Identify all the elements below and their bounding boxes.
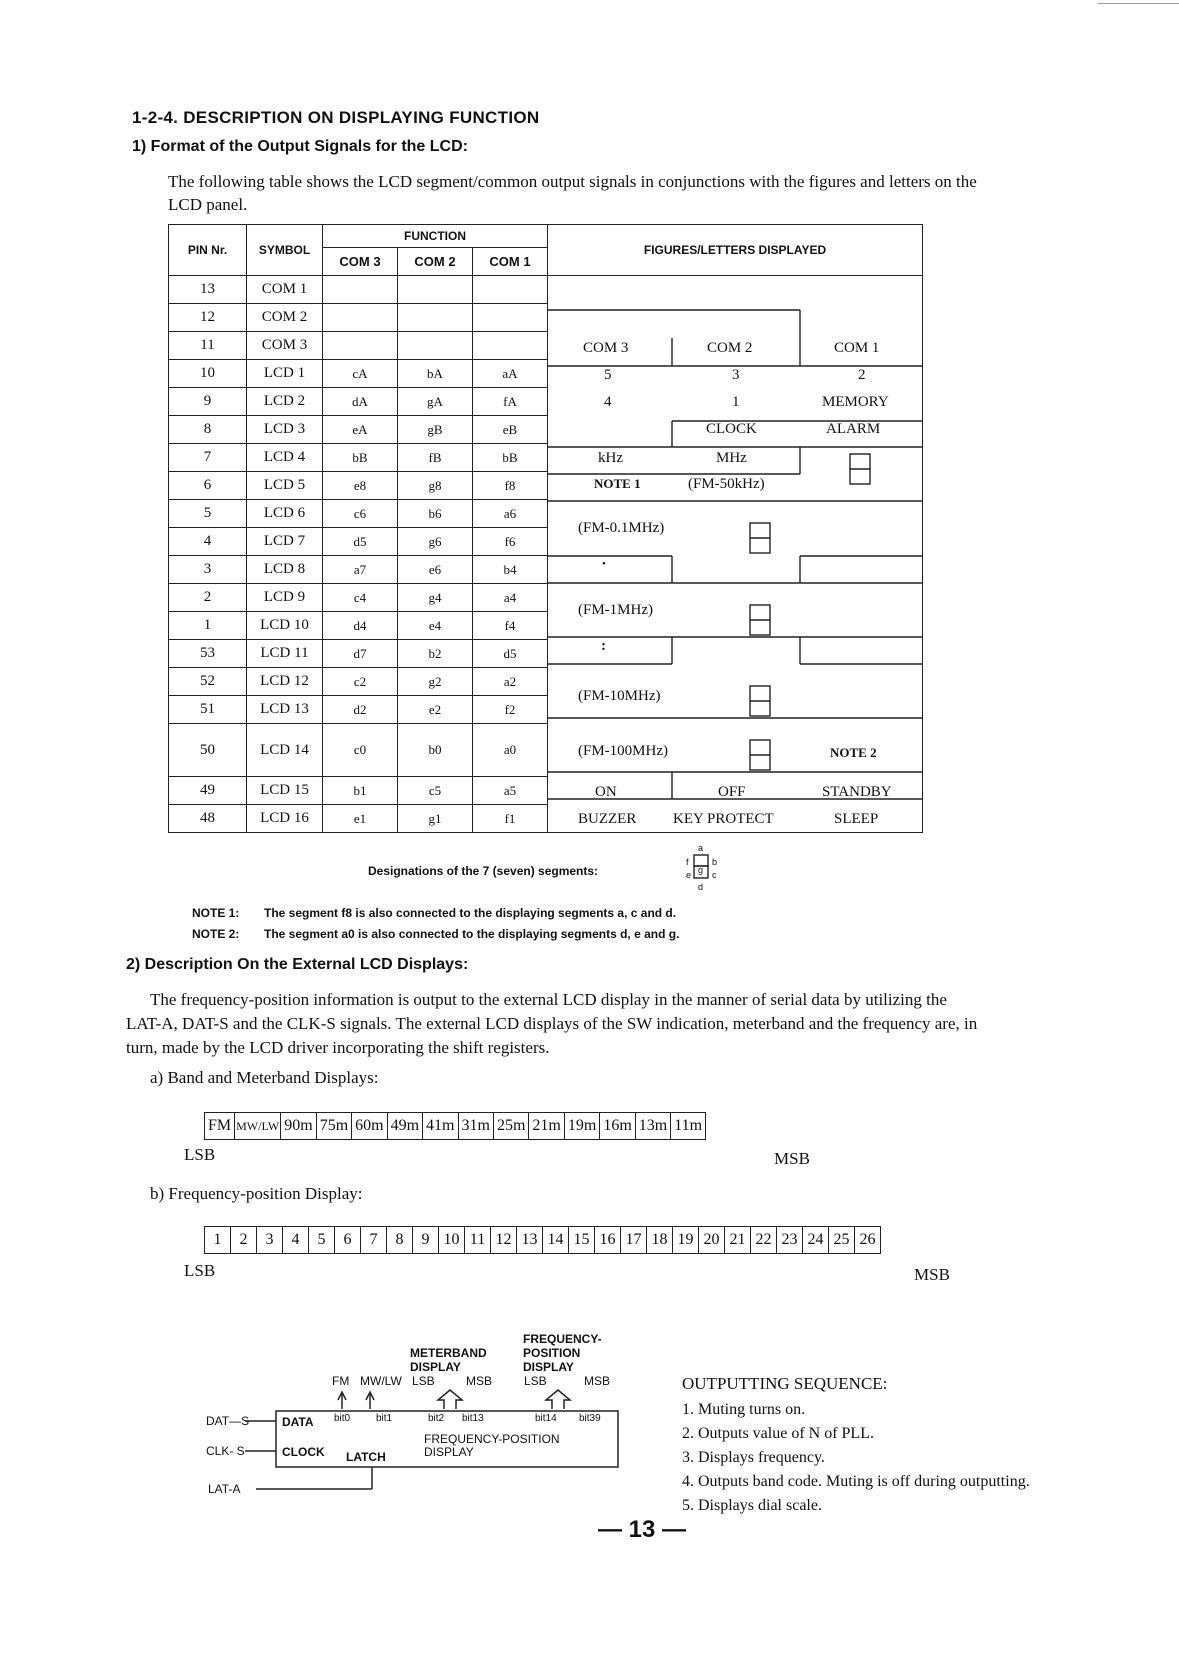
fig-clock: CLOCK [706, 421, 757, 437]
top-rule [1098, 3, 1179, 4]
band-cell: 31m [458, 1113, 493, 1140]
band-title: a) Band and Meterband Displays: [150, 1068, 379, 1087]
com3-cell: dA [323, 388, 398, 416]
fig-4: 4 [604, 394, 612, 410]
band-cell: 16m [600, 1113, 635, 1140]
seg-e: e [686, 870, 692, 880]
fig-fm01: (FM-0.1MHz) [578, 520, 665, 536]
position-cell: 26 [855, 1227, 881, 1254]
pin-cell: 51 [169, 696, 247, 724]
symbol-cell: LCD 5 [247, 472, 323, 500]
pin-cell: 4 [169, 528, 247, 556]
symbol-cell: LCD 7 [247, 528, 323, 556]
symbol-cell: LCD 13 [247, 696, 323, 724]
symbol-cell: LCD 8 [247, 556, 323, 584]
section-title: 1-2-4. DESCRIPTION ON DISPLAYING FUNCTION [132, 108, 540, 127]
fig-com2: COM 2 [707, 340, 753, 356]
pin-cell: 7 [169, 444, 247, 472]
com2-cell: c5 [398, 777, 473, 805]
meter-label-2: DISPLAY [410, 1360, 461, 1374]
sequence-item: 4. Outputs band code. Muting is off during outputting. [682, 1473, 1030, 1490]
fig-memory: MEMORY [822, 394, 889, 410]
com2-cell: bA [398, 360, 473, 388]
symbol-cell: LCD 12 [247, 668, 323, 696]
sequence-item: 3. Displays frequency. [682, 1449, 825, 1466]
pin-cell: 5 [169, 500, 247, 528]
symbol-cell: COM 3 [247, 332, 323, 360]
sequence-list [682, 1398, 1030, 1518]
band-cell: 41m [423, 1113, 458, 1140]
com3-cell: bB [323, 444, 398, 472]
com2-cell: fB [398, 444, 473, 472]
fig-buzzer: BUZZER [578, 811, 637, 827]
diag-bit2: bit2 [428, 1413, 445, 1424]
header-com2: COM 2 [398, 248, 473, 276]
seg-g: g [698, 865, 704, 875]
note2-label: NOTE 2: [192, 927, 240, 941]
symbol-cell: LCD 4 [247, 444, 323, 472]
band-cell: FM [205, 1113, 235, 1140]
seg-a: a [698, 843, 704, 853]
com1-cell: b4 [473, 556, 548, 584]
position-cell: 20 [699, 1227, 725, 1254]
com1-cell: a5 [473, 777, 548, 805]
com3-cell: d2 [323, 696, 398, 724]
com3-cell: eA [323, 416, 398, 444]
subsection-title: 1) Format of the Output Signals for the LCD: [132, 138, 468, 155]
header-function: FUNCTION [323, 225, 548, 248]
symbol-cell: LCD 16 [247, 805, 323, 833]
position-cell: 21 [725, 1227, 751, 1254]
seg-d: d [698, 882, 704, 892]
band-lsb: LSB [184, 1145, 216, 1164]
com1-cell: aA [473, 360, 548, 388]
com3-cell: a7 [323, 556, 398, 584]
sequence-item: 1. Muting turns on. [682, 1401, 806, 1418]
band-cell: 11m [671, 1113, 706, 1140]
fig-3: 3 [732, 367, 740, 383]
symbol-cell: COM 2 [247, 304, 323, 332]
note2-text: The segment a0 is also connected to the displaying segments d, e and g. [264, 927, 680, 941]
band-cell: 19m [564, 1113, 599, 1140]
sequence-item: 2. Outputs value of N of PLL. [682, 1425, 874, 1442]
diag-latch: LATCH [346, 1450, 386, 1464]
band-cell: 13m [635, 1113, 670, 1140]
pin-cell: 53 [169, 640, 247, 668]
com2-cell: g1 [398, 805, 473, 833]
com2-cell: e2 [398, 696, 473, 724]
fig-2: 2 [858, 367, 866, 383]
band-cell: 60m [352, 1113, 387, 1140]
com2-cell: g8 [398, 472, 473, 500]
pin-cell: 6 [169, 472, 247, 500]
position-cell: 6 [335, 1227, 361, 1254]
com1-cell: f1 [473, 805, 548, 833]
diag-fpd2: DISPLAY [424, 1445, 474, 1459]
pin-cell: 13 [169, 276, 247, 304]
freq-title: b) Frequency-position Display: [150, 1184, 363, 1203]
diag-dats: DAT—S [206, 1414, 250, 1428]
fig-note1: NOTE 1 [594, 476, 641, 491]
fig-1: 1 [732, 394, 740, 410]
com2-cell: gA [398, 388, 473, 416]
diag-lsb1: LSB [412, 1374, 435, 1388]
section2-p3: turn, made by the LCD driver incorporating the shift registers. [126, 1038, 550, 1057]
diag-data: DATA [282, 1415, 314, 1429]
position-cell: 4 [283, 1227, 309, 1254]
com1-cell: f2 [473, 696, 548, 724]
fig-com1: COM 1 [834, 340, 880, 356]
symbol-cell: LCD 3 [247, 416, 323, 444]
pin-cell: 49 [169, 777, 247, 805]
com2-cell: e4 [398, 612, 473, 640]
com1-cell: d5 [473, 640, 548, 668]
pin-cell: 8 [169, 416, 247, 444]
fig-sleep: SLEEP [834, 811, 879, 827]
position-cell: 7 [361, 1227, 387, 1254]
diag-fm: FM [332, 1374, 350, 1388]
sequence-title: OUTPUTTING SEQUENCE: [682, 1374, 888, 1393]
section2-p1: The frequency-position information is output to the external LCD display in the manner of serial data by utilizing the [150, 990, 947, 1009]
band-cell: MW/LW [235, 1113, 281, 1140]
diag-msb2: MSB [584, 1374, 611, 1388]
position-cell: 9 [413, 1227, 439, 1254]
position-cell: 8 [387, 1227, 413, 1254]
fig-note2: NOTE 2 [830, 745, 877, 760]
symbol-cell: LCD 9 [247, 584, 323, 612]
pos-lsb: LSB [184, 1261, 216, 1280]
pin-cell: 1 [169, 612, 247, 640]
header-symbol: SYMBOL [247, 225, 323, 276]
fig-dot: • [602, 558, 606, 570]
com2-cell: b2 [398, 640, 473, 668]
position-cell: 12 [491, 1227, 517, 1254]
com1-cell: f4 [473, 612, 548, 640]
symbol-cell: COM 1 [247, 276, 323, 304]
pin-cell: 52 [169, 668, 247, 696]
position-cell: 22 [751, 1227, 777, 1254]
fp-label-1: FREQUENCY- [523, 1332, 602, 1346]
symbol-cell: LCD 2 [247, 388, 323, 416]
note1-text: The segment f8 is also connected to the displaying segments a, c and d. [264, 906, 677, 920]
pin-cell: 9 [169, 388, 247, 416]
band-cell: 49m [387, 1113, 422, 1140]
com1-cell: a6 [473, 500, 548, 528]
com1-cell: a0 [473, 724, 548, 777]
com1-cell: a2 [473, 668, 548, 696]
pin-cell: 2 [169, 584, 247, 612]
fig-standby: STANDBY [822, 784, 892, 800]
com2-cell: gB [398, 416, 473, 444]
band-cell: 21m [529, 1113, 564, 1140]
pin-cell: 3 [169, 556, 247, 584]
position-cell: 15 [569, 1227, 595, 1254]
com3-cell: e1 [323, 805, 398, 833]
fig-fm50k: (FM-50kHz) [688, 476, 765, 492]
com1-cell: a4 [473, 584, 548, 612]
com3-cell: d7 [323, 640, 398, 668]
com2-cell: b0 [398, 724, 473, 777]
com2-cell: g6 [398, 528, 473, 556]
position-cell: 16 [595, 1227, 621, 1254]
com1-cell: f8 [473, 472, 548, 500]
symbol-cell: LCD 15 [247, 777, 323, 805]
fig-com3: COM 3 [583, 340, 629, 356]
com3-cell: d5 [323, 528, 398, 556]
com3-cell: e8 [323, 472, 398, 500]
section2-title: 2) Description On the External LCD Displays: [126, 956, 469, 973]
position-cell: 5 [309, 1227, 335, 1254]
fig-fm100: (FM-100MHz) [578, 743, 668, 759]
fig-mhz: MHz [716, 450, 747, 466]
seg-c: c [712, 870, 717, 880]
position-cell: 23 [777, 1227, 803, 1254]
position-cell: 3 [257, 1227, 283, 1254]
com2-cell: g2 [398, 668, 473, 696]
com1-cell: fA [473, 388, 548, 416]
symbol-cell: LCD 6 [247, 500, 323, 528]
position-cell: 17 [621, 1227, 647, 1254]
fig-on: ON [595, 784, 617, 800]
com3-cell: c6 [323, 500, 398, 528]
header-com3: COM 3 [323, 248, 398, 276]
position-cell: 13 [517, 1227, 543, 1254]
position-cell: 11 [465, 1227, 491, 1254]
com3-cell: d4 [323, 612, 398, 640]
diag-bit14: bit14 [535, 1413, 557, 1424]
page-number: — 13 — [598, 1516, 687, 1543]
header-figures: FIGURES/LETTERS DISPLAYED [548, 225, 923, 276]
seg-b: b [712, 857, 718, 867]
diag-bit0: bit0 [334, 1413, 351, 1424]
com1-cell: eB [473, 416, 548, 444]
header-pin: PIN Nr. [169, 225, 247, 276]
com3-cell: b1 [323, 777, 398, 805]
diag-mwlw: MW/LW [360, 1374, 402, 1388]
fp-label-2: POSITION [523, 1346, 581, 1360]
com3-cell: c2 [323, 668, 398, 696]
position-cell: 24 [803, 1227, 829, 1254]
diag-lata: LAT-A [208, 1482, 241, 1496]
seg-f: f [686, 857, 689, 867]
pin-cell: 50 [169, 724, 247, 777]
pin-cell: 12 [169, 304, 247, 332]
fig-fm10: (FM-10MHz) [578, 688, 661, 704]
pin-cell: 10 [169, 360, 247, 388]
fig-off: OFF [718, 784, 746, 800]
diag-clks: CLK- S [206, 1444, 245, 1458]
com1-cell: bB [473, 444, 548, 472]
fig-alarm: ALARM [826, 421, 881, 437]
band-cell: 75m [316, 1113, 351, 1140]
fig-5: 5 [604, 367, 612, 383]
section2-p2: LAT-A, DAT-S and the CLK-S signals. The external LCD displays of the SW indication, meterband and the frequency are, in [126, 1014, 978, 1033]
pin-cell: 48 [169, 805, 247, 833]
diag-lsb2: LSB [524, 1374, 547, 1388]
pin-cell: 11 [169, 332, 247, 360]
com3-cell: c0 [323, 724, 398, 777]
position-cell: 19 [673, 1227, 699, 1254]
diag-bit13: bit13 [462, 1413, 484, 1424]
com3-cell: cA [323, 360, 398, 388]
fig-keyprotect: KEY PROTECT [673, 811, 774, 827]
com3-cell: c4 [323, 584, 398, 612]
band-cell: 90m [281, 1113, 316, 1140]
diag-clock: CLOCK [282, 1445, 325, 1459]
com2-cell: g4 [398, 584, 473, 612]
header-com1: COM 1 [473, 248, 548, 276]
segments-caption: Designations of the 7 (seven) segments: [368, 864, 599, 878]
fp-label-3: DISPLAY [523, 1360, 574, 1374]
note1-label: NOTE 1: [192, 906, 240, 920]
position-cell: 14 [543, 1227, 569, 1254]
intro-line-2: LCD panel. [168, 195, 248, 214]
symbol-cell: LCD 10 [247, 612, 323, 640]
sequence-item: 5. Displays dial scale. [682, 1497, 822, 1514]
position-cell: 18 [647, 1227, 673, 1254]
diag-fpd1: FREQUENCY-POSITION [424, 1432, 560, 1446]
diag-bit1: bit1 [376, 1413, 393, 1424]
position-cell: 10 [439, 1227, 465, 1254]
symbol-cell: LCD 14 [247, 724, 323, 777]
band-msb: MSB [774, 1149, 810, 1168]
band-cell: 25m [493, 1113, 528, 1140]
position-cell: 2 [231, 1227, 257, 1254]
com2-cell: b6 [398, 500, 473, 528]
diag-msb1: MSB [466, 1374, 493, 1388]
com1-cell: f6 [473, 528, 548, 556]
position-cell: 1 [205, 1227, 231, 1254]
fig-fm1: (FM-1MHz) [578, 602, 653, 618]
intro-line-1: The following table shows the LCD segment/common output signals in conjunctions with the figures and letters on the [168, 172, 977, 191]
pos-msb: MSB [914, 1265, 950, 1284]
symbol-cell: LCD 1 [247, 360, 323, 388]
meter-label-1: METERBAND [410, 1346, 487, 1360]
fig-khz: kHz [598, 450, 623, 466]
position-cell: 25 [829, 1227, 855, 1254]
diag-bit39: bit39 [579, 1413, 601, 1424]
symbol-cell: LCD 11 [247, 640, 323, 668]
fig-colon: : [601, 638, 606, 654]
com2-cell: e6 [398, 556, 473, 584]
